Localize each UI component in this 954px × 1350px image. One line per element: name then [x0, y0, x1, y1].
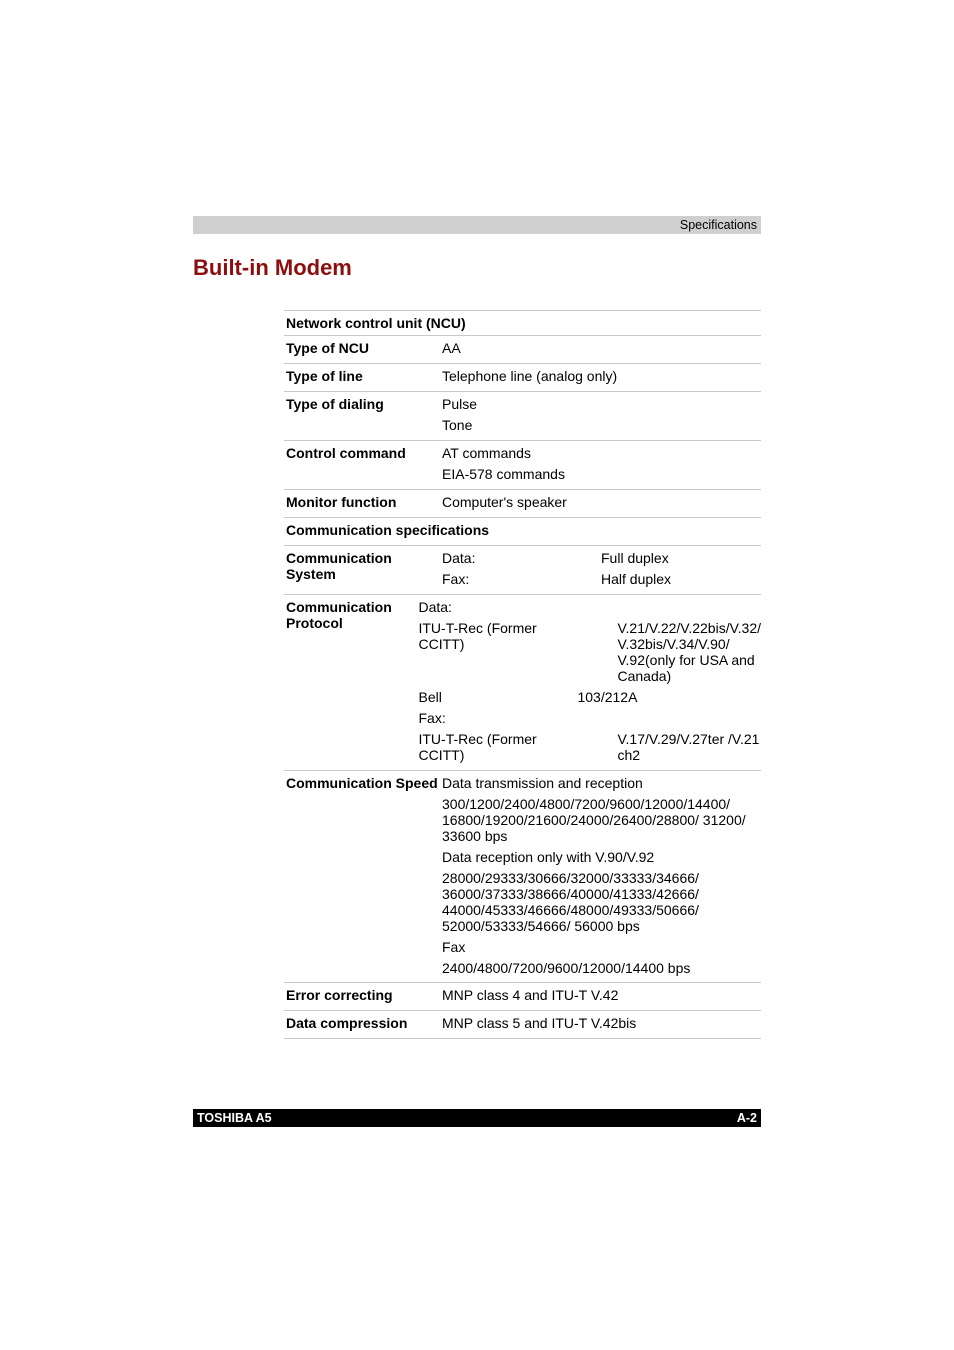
pair-key: Fax: — [442, 571, 470, 587]
spec-value: 28000/29333/30666/32000/33333/34666/ 36000/37333/38666/40000/41333/42666/ 44000/45333/46666/48000/49333/50666/ 52000/53333/54666/ 56000 bps — [442, 870, 699, 934]
spec-row-comm-speed — [284, 770, 761, 982]
spec-label: Type of line — [286, 368, 363, 384]
pair-value: Full duplex — [601, 550, 669, 566]
running-footer — [193, 1109, 761, 1127]
spec-pair — [418, 599, 761, 615]
spec-row-monitor-function — [284, 489, 761, 517]
running-header — [193, 216, 761, 234]
spec-value: Tone — [442, 417, 473, 433]
spec-row-comm-system — [284, 545, 761, 594]
pair-value — [577, 599, 761, 615]
spec-value: 2400/4800/7200/9600/12000/14400 bps — [442, 960, 691, 976]
spec-pair — [418, 710, 761, 726]
spec-value: 300/1200/2400/4800/7200/9600/12000/14400/ 16800/19200/21600/24000/26400/28800/ 31200/ 33600 bps — [442, 796, 746, 844]
spec-value: Data transmission and reception — [442, 775, 643, 791]
spec-row-control-command — [284, 440, 761, 489]
section-heading: Communication specifications — [286, 522, 490, 538]
spec-label: Communication Protocol — [286, 599, 392, 631]
spec-pair — [442, 571, 761, 587]
spec-value: Computer's speaker — [442, 494, 567, 510]
page-title: Built-in Modem — [193, 255, 352, 280]
pair-value: 103/212A — [577, 689, 638, 705]
pair-key: Data: — [442, 550, 476, 566]
spec-label: Monitor function — [286, 494, 397, 510]
spec-pair — [442, 550, 761, 566]
spec-pair — [418, 731, 761, 763]
spec-pair — [418, 689, 761, 705]
pair-key: ITU-T-Rec (Former CCITT) — [418, 731, 537, 763]
spec-value: AT commands — [442, 445, 531, 461]
spec-value: Telephone line (analog only) — [442, 368, 618, 384]
spec-value: Data reception only with V.90/V.92 — [442, 849, 655, 865]
spec-label: Communication Speed — [286, 775, 438, 791]
pair-value: Half duplex — [601, 571, 672, 587]
spec-value: EIA-578 commands — [442, 466, 565, 482]
spec-value: AA — [442, 340, 461, 356]
spec-value: Fax — [442, 939, 466, 955]
header-section-name: Specifications — [679, 218, 757, 232]
pair-key: Data: — [418, 599, 452, 615]
spec-row-type-line — [284, 363, 761, 391]
spec-label: Data compression — [286, 1015, 408, 1031]
spec-label: Type of NCU — [286, 340, 369, 356]
pair-key: Bell — [418, 689, 442, 705]
spec-label: Type of dialing — [286, 396, 384, 412]
pair-key: Fax: — [418, 710, 446, 726]
spec-row-data-compression — [284, 1010, 761, 1039]
spec-pair — [418, 620, 761, 684]
spec-value: MNP class 5 and ITU-T V.42bis — [442, 1015, 637, 1031]
footer-model: TOSHIBA A5 — [197, 1111, 272, 1125]
spec-row-type-dialing — [284, 391, 761, 440]
spec-label: Communication System — [286, 550, 392, 582]
spec-table — [284, 310, 761, 1039]
pair-value: V.21/V.22/V.22bis/V.32/ V.32bis/V.34/V.90/ V.92(only for USA and Canada) — [617, 620, 761, 684]
spec-value: Pulse — [442, 396, 478, 412]
pair-value — [577, 710, 761, 726]
spec-label: Error correcting — [286, 987, 393, 1003]
section-heading: Network control unit (NCU) — [286, 315, 466, 331]
comm-heading-row — [284, 517, 761, 545]
pair-key: ITU-T-Rec (Former CCITT) — [418, 620, 537, 652]
page-number: A-2 — [736, 1111, 757, 1125]
spec-value: MNP class 4 and ITU-T V.42 — [442, 987, 619, 1003]
spec-row-type-ncu — [284, 335, 761, 363]
spec-row-comm-protocol — [284, 594, 761, 770]
spec-label: Control command — [286, 445, 406, 461]
ncu-heading-row — [284, 310, 761, 335]
pair-value: V.17/V.29/V.27ter /V.21 ch2 — [617, 731, 760, 763]
spec-row-error-correcting — [284, 982, 761, 1010]
